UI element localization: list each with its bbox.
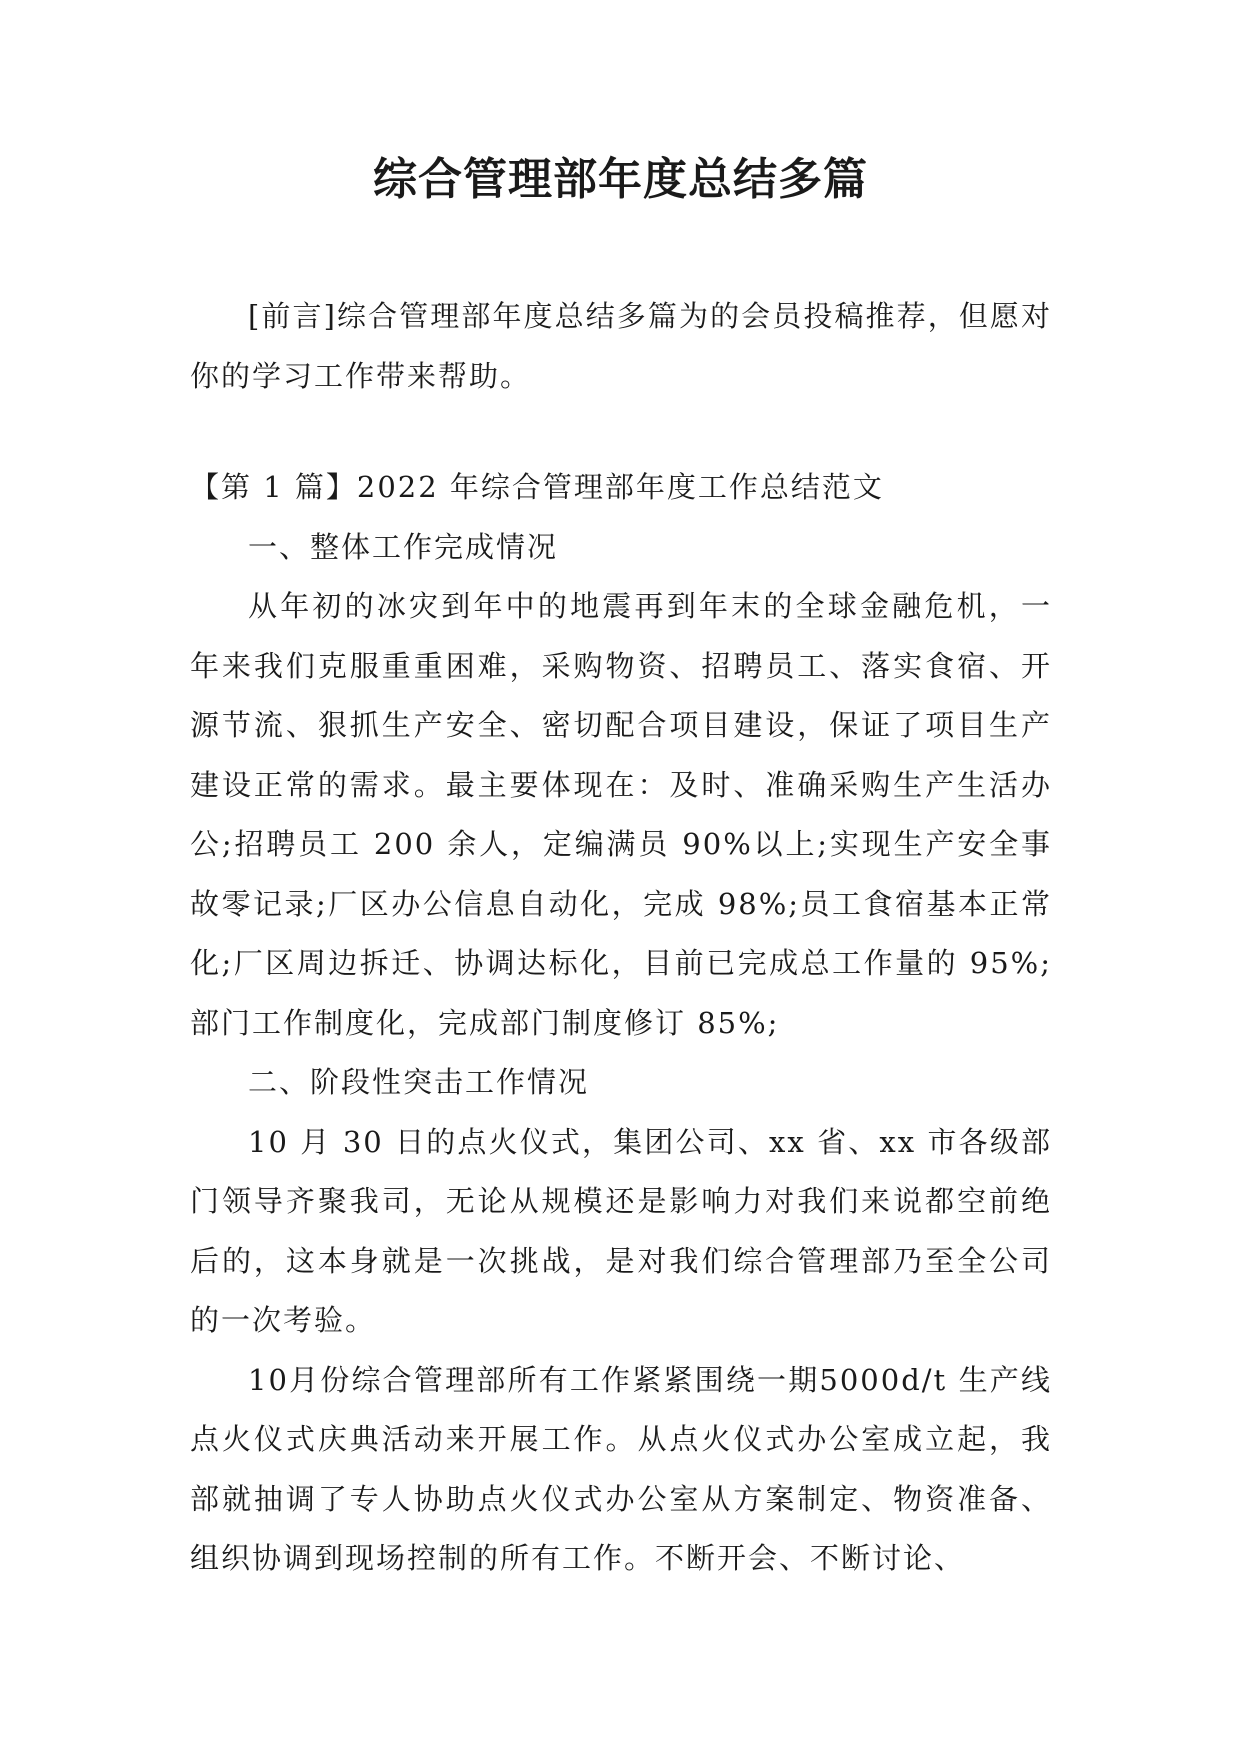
paragraph-overall: 从年初的冰灾到年中的地震再到年末的全球金融危机，一年来我们克服重重困难，采购物资、招聘员工、落实食宿、开源节流、狠抓生产安全、密切配合项目建设，保证了项目生产建设正常的需求。最主要体现在：及时、准确采购生产生活办公;招聘员工 200 余人，定编满员 90%以上;实现生产安全事故零记录;厂区办公信息自动化，完成 98%;员工食宿基本正常化;厂区周边拆迁、协调达标化，目前已完成总工作量的 95%;部门工作制度化，完成部门制度修订 85%;: [190, 589, 1052, 1040]
subheading-phase: 二、阶段性突击工作情况: [248, 1065, 590, 1099]
preface-paragraph: [前言]综合管理部年度总结多篇为的会员投稿推荐，但愿对你的学习工作带来帮助。: [190, 299, 1052, 393]
document-title: 综合管理部年度总结多篇: [373, 154, 868, 205]
section-heading: 【第 1 篇】2022 年综合管理部年度工作总结范文: [190, 470, 884, 504]
paragraph-ceremony: 10 月 30 日的点火仪式，集团公司、xx 省、xx 市各级部门领导齐聚我司，无论从规模还是影响力对我们来说都空前绝后的，这本身就是一次挑战，是对我们综合管理部乃至全公司的一次考验。: [190, 1124, 1052, 1337]
subheading-overall: 一、整体工作完成情况: [248, 529, 559, 564]
paragraph-october: 10月份综合管理部所有工作紧紧围绕一期5000d/t 生产线点火仪式庆典活动来开展工作。从点火仪式办公室成立起，我部就抽调了专人协助点火仪式办公室从方案制定、物资准备、组织协调到现场控制的所有工作。不断开会、不断讨论、: [190, 1362, 1052, 1575]
preface-block: [190, 287, 1052, 406]
main-content: [190, 458, 1052, 1589]
